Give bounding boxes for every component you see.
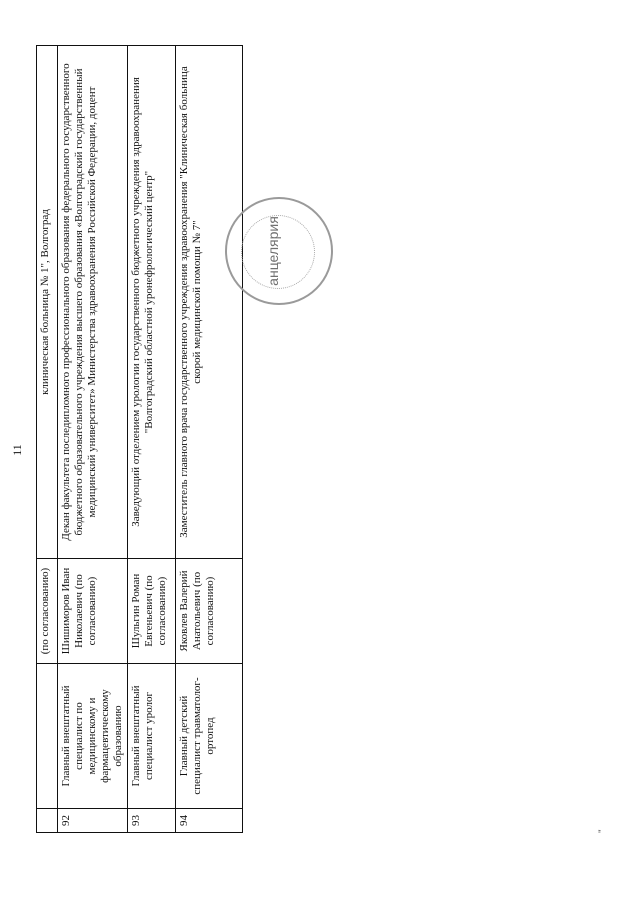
stamp-text: анцелярия (265, 216, 281, 286)
specialists-table (36, 45, 243, 833)
row-number: 93 (128, 809, 176, 833)
row-number: 94 (176, 809, 243, 833)
table-row (37, 46, 58, 833)
position-cell: Заместитель главного врача государственного учреждения здравоохранения "Клиническая больница скорой медицинской помощи № 7" (176, 46, 243, 559)
position-cell: Заведующий отделением урологии государственного бюджетного учреждения здравоохранения "Волгоградский областной уронефрологический центр" (128, 46, 176, 559)
name-cell: (по согласованию) (37, 559, 58, 664)
name-cell: Шишиморов Иван Николаевич (по согласованию) (58, 559, 128, 664)
page-number: 11 (10, 444, 24, 456)
position-cell: Декан факультета последипломного профессионального образования федерального государственного бюджетного образовательного учреждения высшего образования «Волгоградский государственный медицинский университет» Министерства здравоохранения Российской Федерации, доцент (58, 46, 128, 559)
table-row (176, 46, 243, 833)
position-cell: клиническая больница № 1", Волгоград (37, 46, 58, 559)
footnote-mark: " (597, 829, 607, 833)
row-number (37, 809, 58, 833)
office-stamp (225, 197, 333, 305)
specialty-cell: Главный внештатный специалист по медицинскому и фармацевтическому образованию (58, 664, 128, 809)
table-row (128, 46, 176, 833)
table-row (58, 46, 128, 833)
name-cell: Яковлев Валерий Анатольевич (по согласованию) (176, 559, 243, 664)
specialty-cell: Главный внештатный специалист уролог (128, 664, 176, 809)
name-cell: Шульгин Роман Евгеньевич (по согласованию) (128, 559, 176, 664)
row-number: 92 (58, 809, 128, 833)
specialty-cell: Главный детский специалист травматолог-ортопед (176, 664, 243, 809)
specialty-cell (37, 664, 58, 809)
